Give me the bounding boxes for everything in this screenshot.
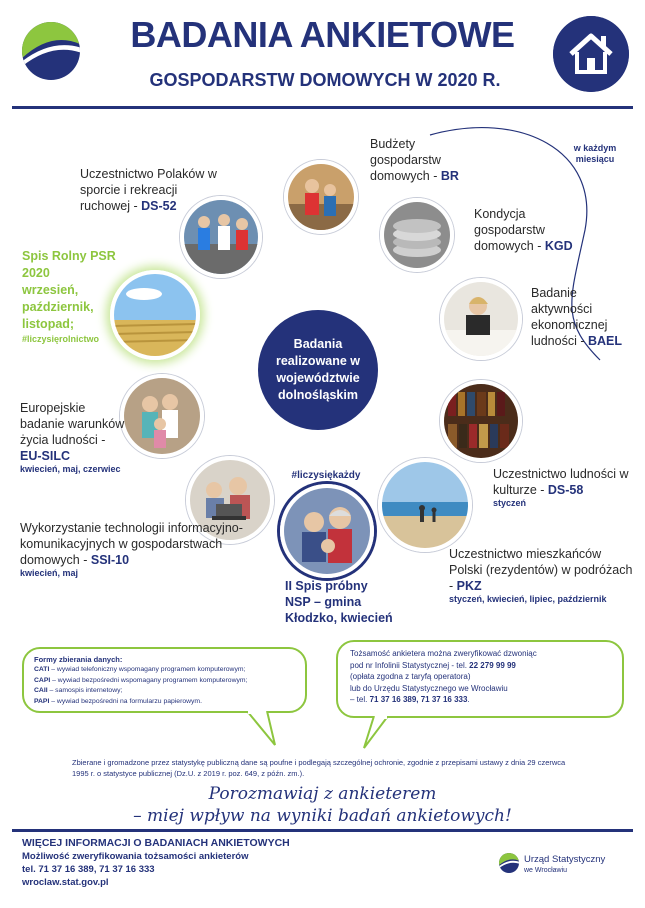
- survey-ds58: [493, 466, 633, 509]
- verification-line: lub do Urzędu Statystycznego we Wrocławiu: [350, 683, 508, 693]
- verification-line: [350, 694, 610, 706]
- survey-eusilc-code: EU-SILC: [20, 449, 70, 463]
- photo-family-portrait: [120, 374, 204, 458]
- survey-br-text: Budżety gospodarstw domowych -: [370, 137, 441, 183]
- office-name: Urząd Statystyczny: [524, 854, 606, 865]
- center-text: Badania realizowane w województwie dolnośląskim: [275, 337, 361, 402]
- survey-kgd: [474, 206, 584, 254]
- nsp-hashtag: #liczysiękażdy: [291, 470, 361, 481]
- bubble-tail-right: [358, 716, 398, 750]
- collection-methods-list: [34, 665, 295, 707]
- survey-ssi10-when: kwiecień, maj: [20, 568, 79, 578]
- house-icon: [553, 16, 629, 92]
- verification-line: Tożsamość ankietera można zweryfikować dzwoniąc: [350, 649, 537, 658]
- method-desc: – wywiad telefoniczny wspomagany programem komputerowym;: [49, 666, 246, 673]
- slogan: [100, 783, 545, 827]
- survey-ds58-text: Uczestnictwo ludności w kulturze -: [493, 467, 629, 497]
- footer-heading: WIĘCEJ INFORMACJI O BADANIACH ANKIETOWYCH: [22, 837, 290, 849]
- photo-family-shopping: [284, 160, 358, 234]
- logo-icon: [20, 20, 82, 82]
- survey-psr-month3: listopad;: [22, 317, 75, 331]
- survey-psr-title: Spis Rolny PSR 2020: [22, 249, 116, 280]
- method-desc: – wywiad bezpośredni wspomagany programem komputerowym;: [50, 676, 248, 684]
- page-title: BADANIA ANKIETOWE: [130, 14, 515, 55]
- survey-ds58-code: DS-58: [547, 483, 584, 497]
- survey-bael: [531, 285, 631, 349]
- verification-line: (opłata zgodna z taryfą operatora): [350, 672, 471, 681]
- survey-psr-hashtag: #liczysięrolnictwo: [22, 334, 100, 344]
- header-divider: [12, 106, 633, 109]
- photo-office-phone: [440, 278, 522, 360]
- method-code: PAPI: [34, 697, 50, 705]
- method-code: CATI: [34, 666, 50, 673]
- photo-beach: [378, 458, 472, 552]
- survey-bael-text: Badanie aktywności ekonomicznej ludności -: [531, 286, 608, 348]
- photo-bookshelf: [440, 380, 522, 462]
- footer-phone: tel. 71 37 16 389, 71 37 16 333: [22, 864, 155, 875]
- hotline-number: 22 279 99 99: [469, 660, 516, 670]
- page-subtitle: GOSPODARSTW DOMOWYCH W 2020 R.: [149, 70, 501, 90]
- photo-coins: [380, 198, 454, 272]
- bubble-tail-left: [245, 711, 285, 747]
- survey-eusilc: [20, 400, 130, 475]
- method-desc: – wywiad bezpośredni na formularzu papierowym.: [49, 697, 202, 705]
- footer-verify: Możliwość zweryfikowania tożsamości ankieterów: [22, 851, 249, 862]
- survey-kgd-code: KGD: [544, 239, 573, 253]
- verification-line: [350, 660, 610, 672]
- survey-eusilc-text: Europejskie badanie warunków życia ludności -: [20, 401, 125, 447]
- method-desc: – samospis internetowy;: [47, 687, 123, 694]
- office-city: we Wrocławiu: [524, 867, 568, 874]
- survey-pkz: [449, 546, 634, 605]
- footer-info: [22, 837, 422, 889]
- survey-ds52-text: Uczestnictwo Polaków w sporcie i rekreacji ruchowej -: [80, 167, 217, 213]
- center-badge: [258, 310, 378, 430]
- verification-label: pod nr Infolinii Statystycznej - tel.: [350, 660, 470, 670]
- method-item: [34, 697, 295, 708]
- survey-pkz-when: styczeń, kwiecień, lipiec, październik: [449, 594, 607, 604]
- method-code: CAII: [34, 687, 48, 694]
- verification-dot: .: [467, 695, 470, 704]
- survey-ssi10-code: SSI-10: [90, 553, 130, 567]
- survey-kgd-text: Kondycja gospodarstw domowych -: [474, 207, 545, 253]
- survey-pkz-code: PKZ: [456, 579, 482, 593]
- survey-pkz-text: Uczestnictwo mieszkańców Polski (rezydentów) w podróżach -: [449, 547, 633, 593]
- survey-br: [370, 136, 480, 184]
- method-item: [34, 665, 295, 676]
- legal-note: Zbierane i gromadzone przez statystykę publiczną dane są poufne i podlegają szczególnej ochronie, zgodnie z przepisami ustawy z dnia 29 czerwca 1995 r. o statystyce publicznej (Dz.U. z 2019 r. poz. 649, z późn. zm.).: [72, 758, 566, 778]
- verification-text: [350, 648, 610, 706]
- collection-methods-bubble: [22, 647, 307, 713]
- survey-psr-month2: październik,: [22, 300, 94, 314]
- verification-bubble: [336, 640, 624, 718]
- survey-br-code: BR: [440, 169, 459, 183]
- verification-label: – tel.: [350, 695, 370, 704]
- photo-family-nsp: [280, 484, 374, 578]
- survey-bael-code: BAEL: [587, 334, 623, 348]
- survey-ds52-code: DS-52: [141, 199, 177, 213]
- method-item: [34, 676, 295, 687]
- survey-ds52: [80, 166, 220, 214]
- survey-ds58-when: styczeń: [493, 498, 527, 508]
- survey-eusilc-when: kwiecień, maj, czerwiec: [20, 464, 121, 474]
- office-logo-icon: [498, 852, 520, 874]
- slogan-line2: – miej wpływ na wyniki badań ankietowych!: [133, 806, 512, 826]
- footer-website[interactable]: wroclaw.stat.gov.pl: [22, 877, 109, 888]
- survey-br-note: w każdym miesiącu: [573, 143, 617, 164]
- office-phone: 71 37 16 389, 71 37 16 333: [369, 695, 468, 704]
- survey-psr-month1: wrzesień,: [22, 283, 79, 297]
- method-code: CAPI: [34, 676, 51, 684]
- survey-ssi10: [20, 520, 250, 579]
- survey-psr: [22, 248, 132, 345]
- method-item: [34, 686, 295, 697]
- footer-divider: [12, 829, 633, 832]
- footer-logo: [498, 848, 628, 882]
- collection-methods-heading: Formy zbierania danych:: [34, 655, 123, 664]
- survey-ssi10-text: Wykorzystanie technologii informacyjno-komunikacyjnych w gospodarstwach domowych -: [20, 521, 243, 567]
- slogan-line1: Porozmawiaj z ankieterem: [208, 784, 437, 804]
- survey-nsp: II Spis próbny NSP – gmina Kłodzko, kwiecień: [285, 579, 393, 625]
